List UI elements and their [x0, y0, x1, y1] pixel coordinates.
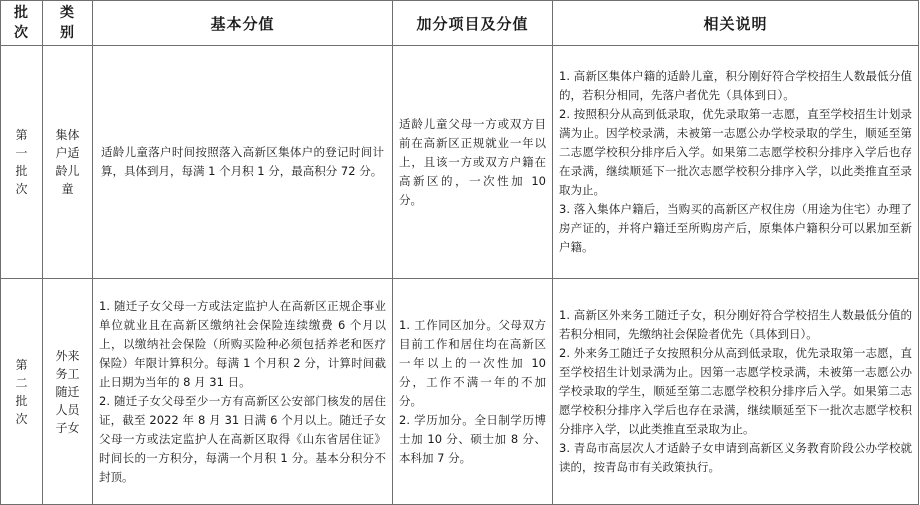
note-item: 3. 落入集体户籍后，当购买的高新区产权住房（用途为住宅）办理了房产证的，并将户籍迁至所购房产后，原集体户籍积分可以累加至新户籍。	[559, 202, 912, 254]
notes-cell	[553, 279, 919, 505]
bonus-text: 适龄儿童父母一方或双方目前在高新区正规就业一年以上，且该一方或双方户籍在高新区的，一次性加 10 分。	[399, 116, 546, 207]
batch-cell	[1, 279, 43, 505]
base-cell	[93, 46, 393, 279]
note-item: 2. 外来务工随迁子女按照积分从高到低录取，优先录取第一志愿，直至学校招生计划录满为止。因第一志愿学校录满，未被第一志愿公办学校录取的学生，顺延至第二志愿学校积分排序后入学。如果第二志愿学校积分排序入学后也存在录满，继续顺延至下一批次志愿学校积分排序入学，以此类推直至录取为止。	[559, 346, 912, 436]
header-row	[1, 1, 919, 46]
header-batch-text: 批次	[13, 5, 29, 41]
category-text: 集体户适龄儿童	[55, 128, 80, 196]
bonus-cell	[393, 279, 553, 505]
header-base: 基本分值	[93, 1, 393, 46]
base-cell	[93, 279, 393, 505]
category-cell	[43, 279, 93, 505]
note-item: 1. 高新区外来务工随迁子女，积分刚好符合学校招生人数最低分值的若积分相同，先缴纳社会保险者优先（具体到日）。	[559, 308, 912, 341]
category-cell	[43, 46, 93, 279]
header-category	[43, 1, 93, 46]
batch-cell	[1, 46, 43, 279]
base-text: 适龄儿童落户时间按照落入高新区集体户的登记时间计算，具体到月，每满 1 个月积 1 分，最高积分 72 分。	[101, 145, 384, 178]
batch-text: 第一批次	[15, 128, 28, 196]
bonus-cell	[393, 46, 553, 279]
base-item: 1. 随迁子女父母一方或法定监护人在高新区正规企事业单位就业且在高新区缴纳社会保险连续缴费 6 个月以上，以缴纳社会保险（所购买险种必须包括养老和医疗保险）年限计算积分。每满 1 个月积 2 分，计算时间截止日期为当年的 8 月 31 日。	[99, 298, 386, 389]
note-item: 1. 高新区集体户籍的适龄儿童，积分刚好符合学校招生人数最低分值的，若积分相同，先落户者优先（具体到日）。	[559, 69, 912, 102]
base-item: 2. 随迁子女父母至少一方有高新区公安部门核发的居住证，截至 2022 年 8 月 31 日满 6 个月以上。随迁子女父母一方或法定监护人在高新区取得《山东省居住证》时间长的一方积分，每满一个月积 1 分。基本分积分不封顶。	[99, 393, 386, 484]
table-row	[1, 279, 919, 505]
bonus-item: 2. 学历加分。全日制学历博士加 10 分、硕士加 8 分、本科加 7 分。	[399, 412, 546, 465]
bonus-item: 1. 工作同区加分。父母双方目前工作和居住均在高新区一年以上的一次性加 10 分，工作不满一年的不加分。	[399, 317, 546, 408]
header-bonus: 加分项目及分值	[393, 1, 553, 46]
batch-text: 第二批次	[15, 357, 28, 426]
header-category-text: 类别	[59, 5, 75, 41]
table-row	[1, 46, 919, 279]
header-notes: 相关说明	[553, 1, 919, 46]
notes-cell	[553, 46, 919, 279]
category-text: 外来务工随迁人员子女	[55, 348, 80, 435]
header-batch	[1, 1, 43, 46]
note-item: 3. 青岛市高层次人才适龄子女申请到高新区义务教育阶段公办学校就读的，按青岛市有关政策执行。	[559, 441, 912, 474]
note-item: 2. 按照积分从高到低录取，优先录取第一志愿，直至学校招生计划录满为止。因学校录满，未被第一志愿公办学校录取的学生，顺延至第二志愿学校积分排序后入学。如果第二志愿学校积分排序入学后也存在录满，继续顺延下一批次志愿学校积分排序入学，以此类推直至录取为止。	[559, 107, 912, 197]
